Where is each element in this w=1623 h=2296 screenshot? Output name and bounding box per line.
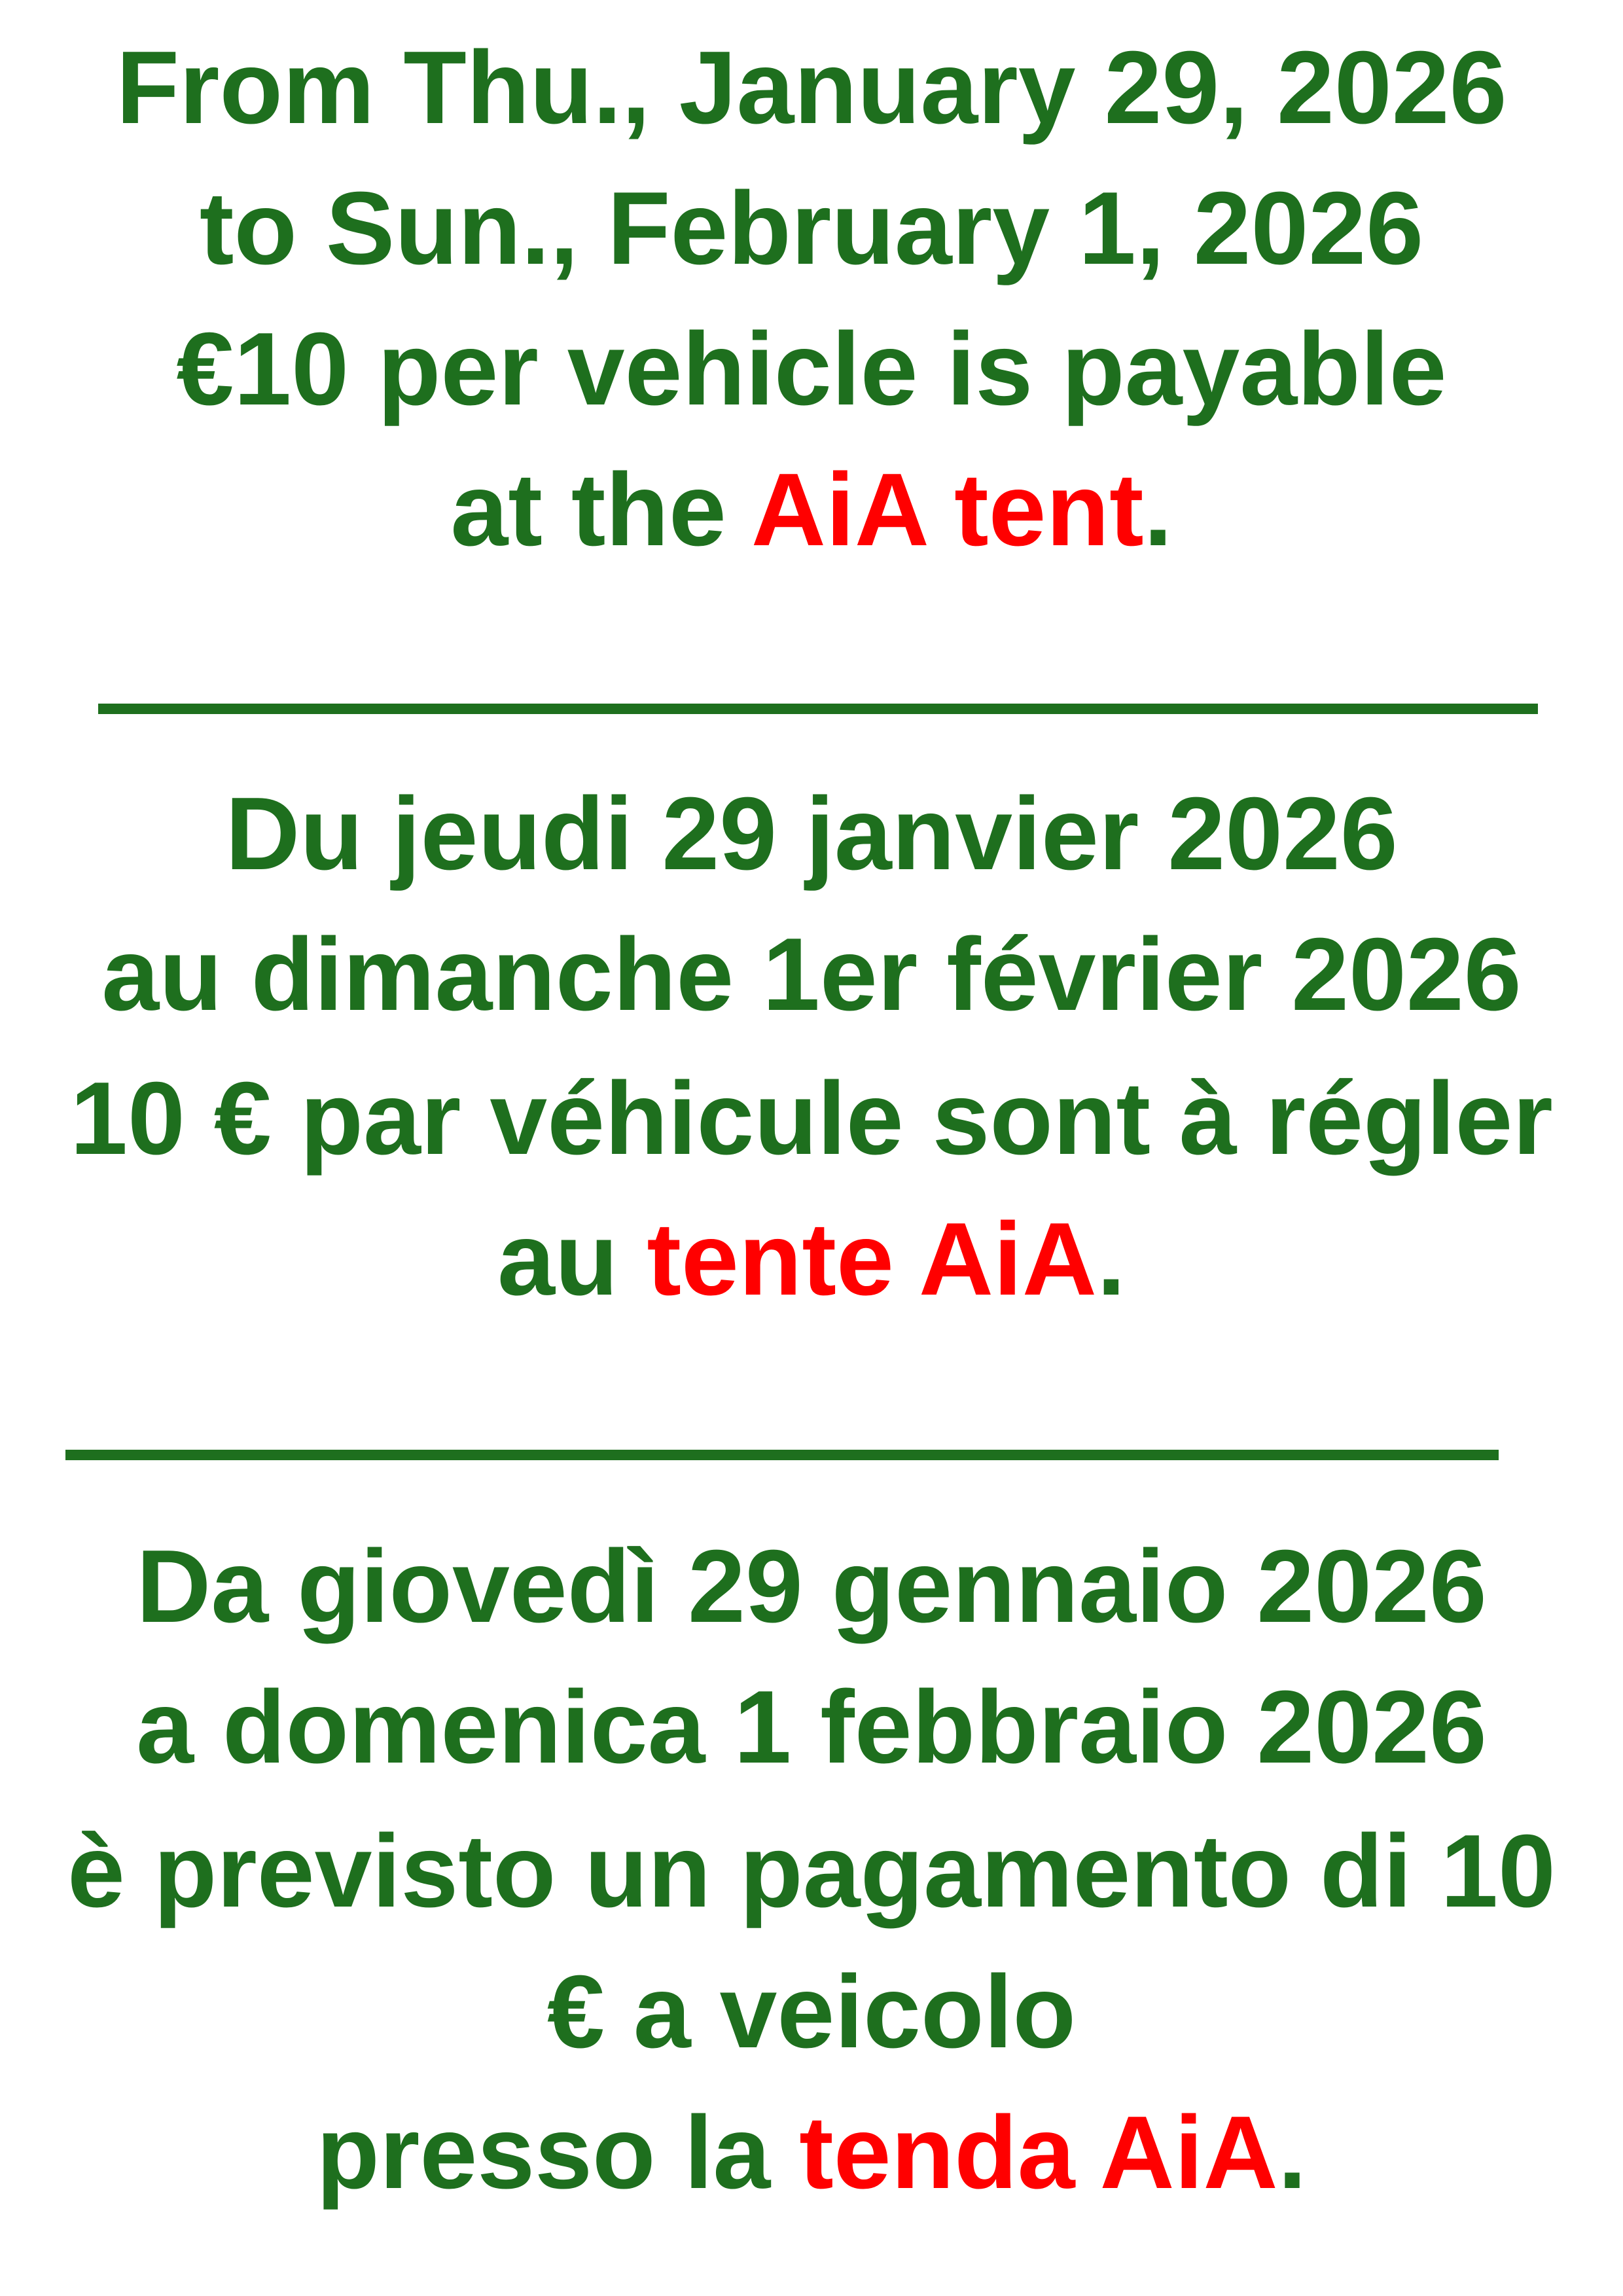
italian-line-5-prefix: presso la [316,2095,800,2210]
italian-line-5-suffix: . [1277,2095,1307,2210]
french-tent-highlight: tente AiA [647,1202,1097,1317]
italian-line-5 [0,2095,1623,2210]
italian-line-3: è previsto un pagamento di 10 [67,1814,1556,1929]
english-line-1: From Thu., January 29, 2026 [116,30,1507,145]
italian-line-1: Da giovedì 29 gennaio 2026 [136,1529,1487,1644]
english-line-3: €10 per vehicle is payable [176,312,1447,427]
english-tent-highlight: AiA tent [751,452,1144,567]
english-line-4 [0,452,1623,567]
italian-tent-highlight: tenda AiA [799,2095,1278,2210]
italian-line-2: a domenica 1 febbraio 2026 [136,1670,1487,1785]
english-line-4-prefix: at the [450,452,751,567]
separator-2 [65,1450,1499,1460]
english-line-4-suffix: . [1143,452,1173,567]
french-line-1: Du jeudi 29 janvier 2026 [225,776,1398,891]
french-line-3: 10 € par véhicule sont à régler [70,1061,1553,1176]
english-line-2: to Sun., February 1, 2026 [199,171,1424,286]
italian-line-4: € a veicolo [547,1954,1076,2070]
french-line-4-suffix: . [1097,1202,1126,1317]
french-line-4 [0,1202,1623,1317]
separator-1 [98,704,1538,714]
french-line-2: au dimanche 1er février 2026 [101,917,1522,1032]
french-line-4-prefix: au [497,1202,647,1317]
